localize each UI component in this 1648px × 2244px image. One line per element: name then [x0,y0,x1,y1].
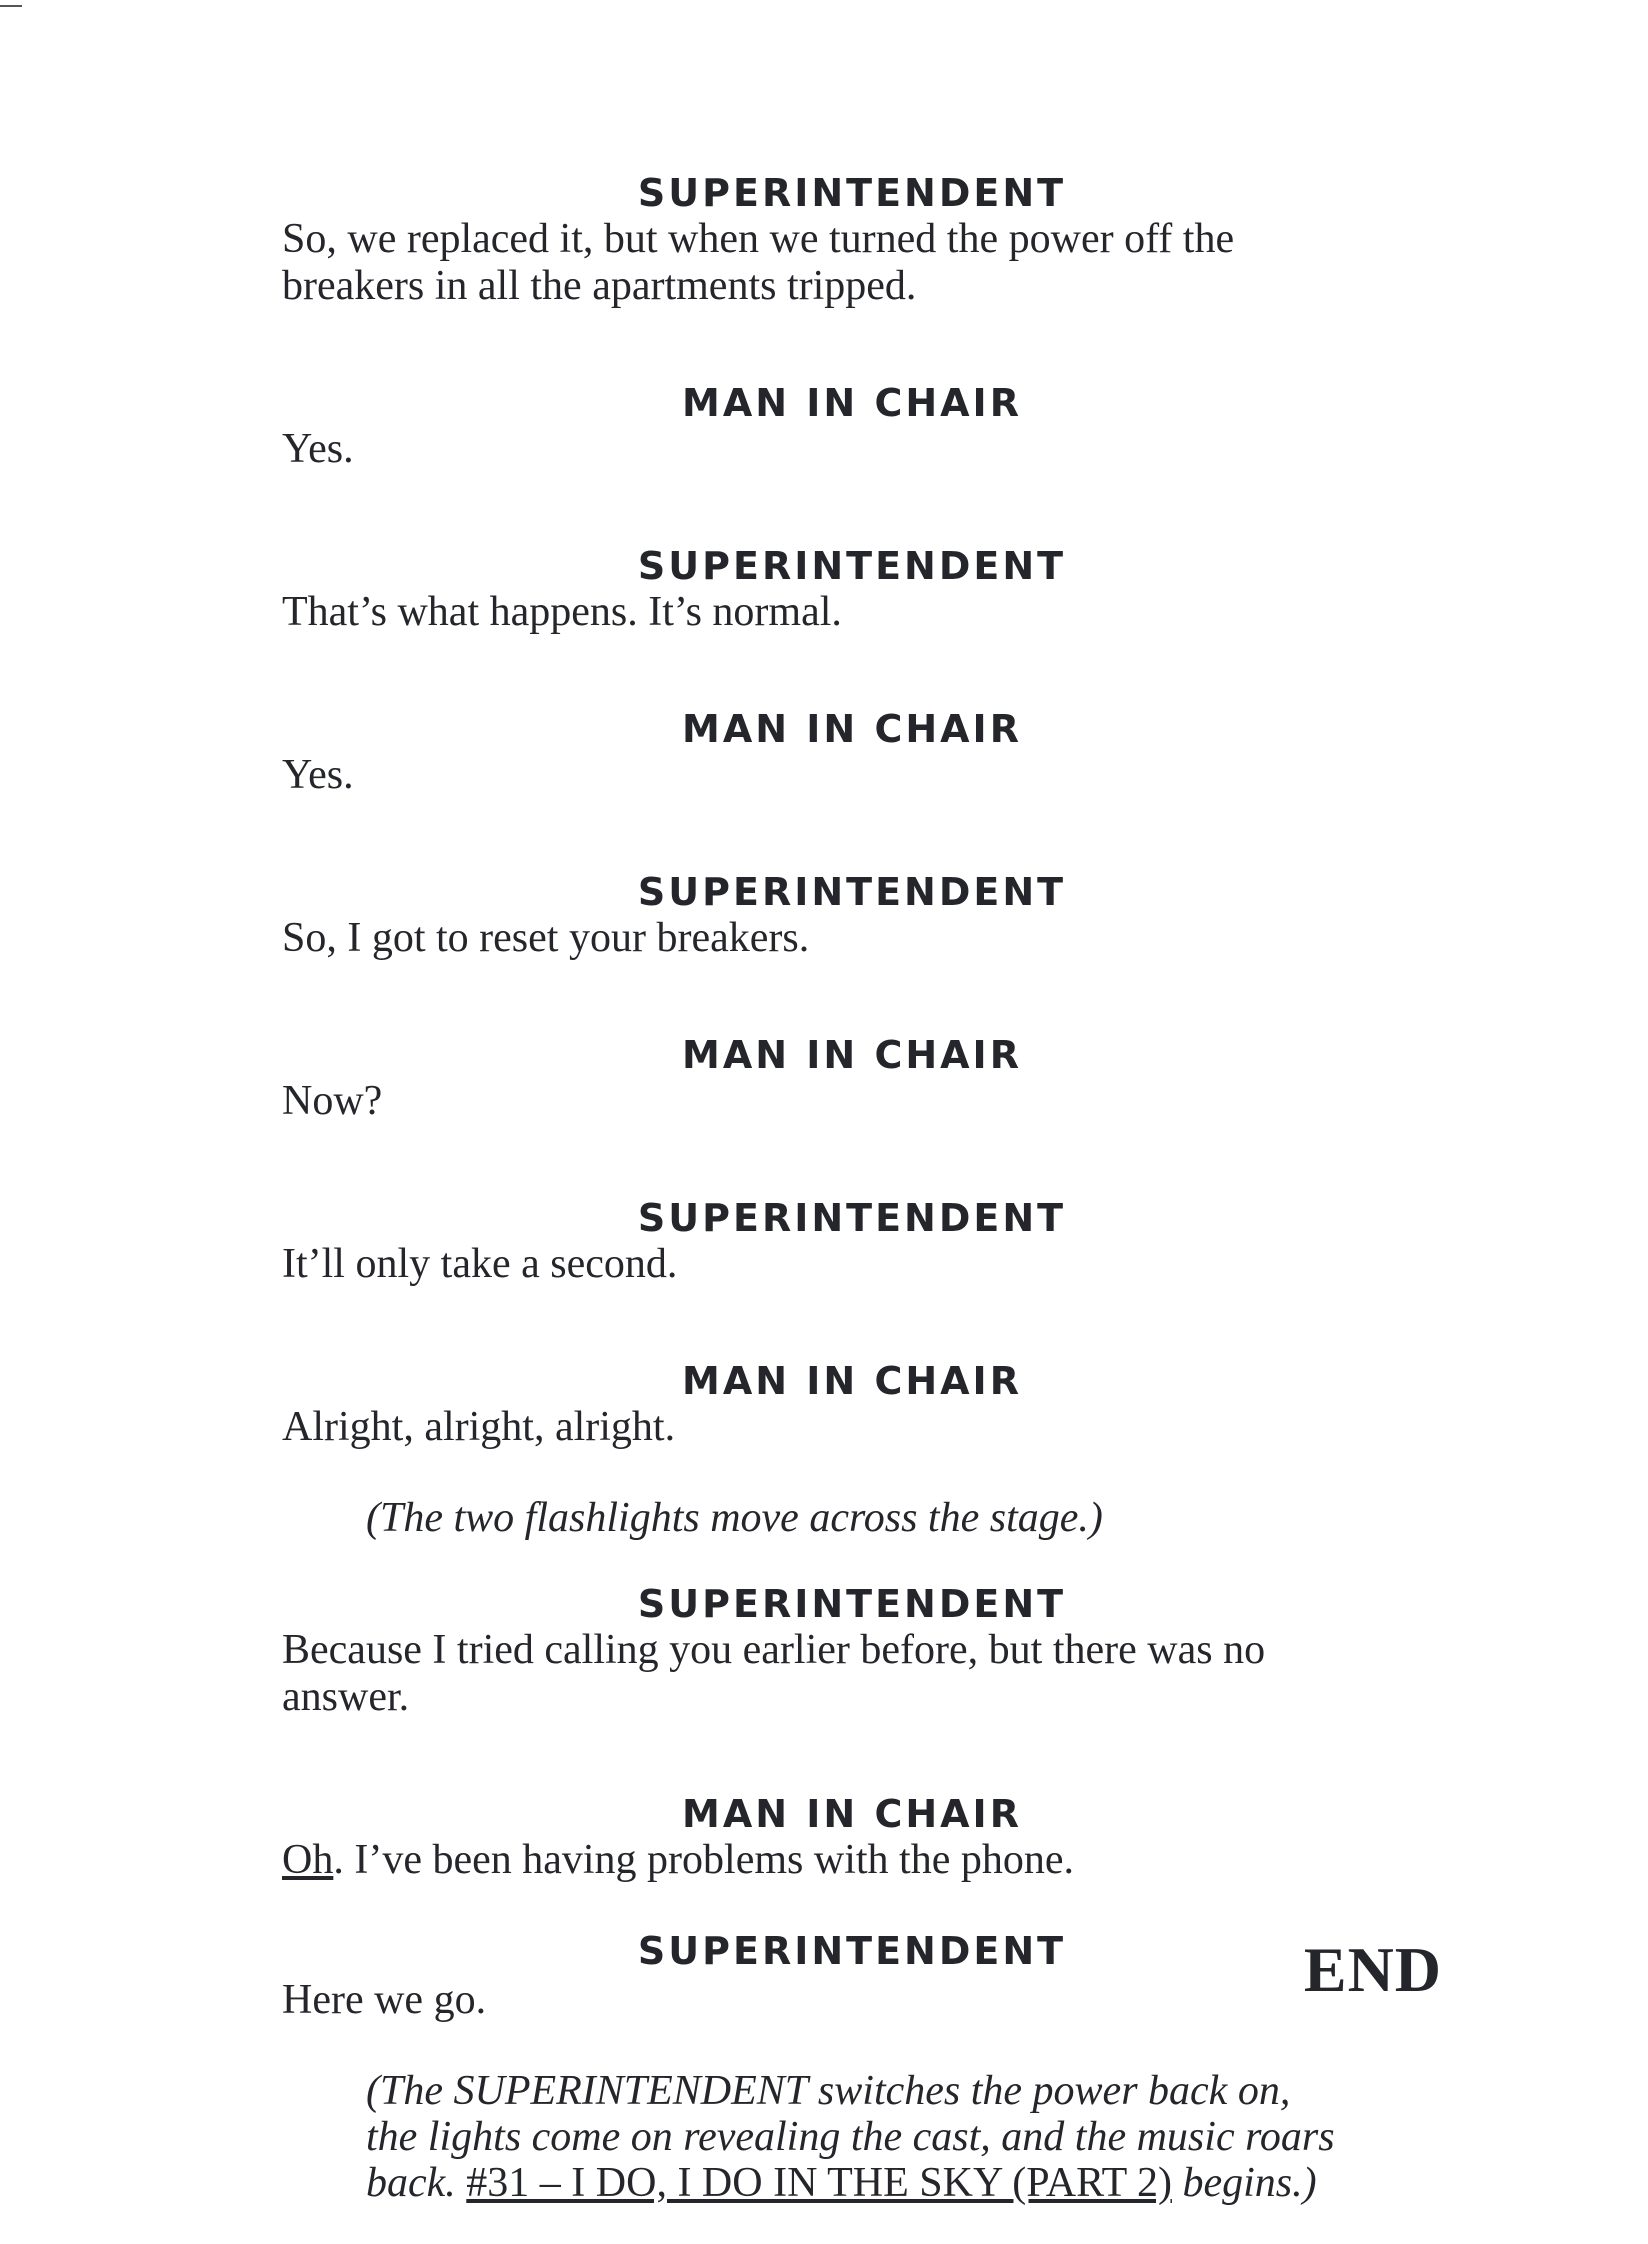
dialogue-line: Yes. [282,752,354,798]
character-name: SUPERINTENDENT [637,1196,1067,1240]
dialogue-line: Now? [282,1078,383,1124]
character-name: MAN IN CHAIR [682,1359,1022,1403]
dialogue-block [282,170,1402,310]
script-page [282,170,1442,2206]
character-name: SUPERINTENDENT [637,1929,1067,1973]
dialogue-line: It’ll only take a second. [282,1241,678,1287]
dialogue-line: Alright, alright, alright. [282,1404,676,1450]
stage-direction [282,2068,1402,2206]
dialogue-block [282,1358,1402,1451]
underlined-word: Oh [282,1837,334,1883]
stage-direction-line [366,2160,1402,2206]
stage-direction-text: begins.) [1171,2160,1317,2206]
corner-crop-mark [0,5,22,7]
character-name: MAN IN CHAIR [682,381,1022,425]
dialogue-block [282,1791,1402,1884]
dialogue-block [282,380,1402,473]
dialogue-block [282,1581,1402,1721]
dialogue-line: So, we replaced it, but when we turned the power off the [282,216,1235,262]
dialogue-block [282,1928,1442,2024]
stage-direction-line: (The SUPERINTENDENT switches the power back on, [366,2068,1291,2114]
dialogue-line: So, I got to reset your breakers. [282,915,810,961]
character-name: SUPERINTENDENT [637,544,1067,588]
dialogue-line: Here we go. [282,1977,487,2023]
character-name: SUPERINTENDENT [637,1582,1067,1626]
character-name: SUPERINTENDENT [637,870,1067,914]
dialogue-block [282,1195,1402,1288]
dialogue-block [282,543,1402,636]
dialogue-line: That’s what happens. It’s normal. [282,589,842,635]
dialogue-line [282,1837,1402,1884]
stage-direction-text: back. [366,2160,467,2206]
dialogue-block [282,1032,1402,1125]
character-name: MAN IN CHAIR [682,1033,1022,1077]
character-name: MAN IN CHAIR [682,1792,1022,1836]
dialogue-line: Yes. [282,426,354,472]
end-label: END [1303,1934,1442,2005]
stage-direction-line: the lights come on revealing the cast, and the music roars [366,2114,1335,2160]
dialogue-line: Because I tried calling you earlier before, but there was no [282,1627,1266,1673]
dialogue-block [282,706,1402,799]
dialogue-line: breakers in all the apartments tripped. [282,263,917,309]
character-name: MAN IN CHAIR [682,707,1022,751]
song-title: #31 – I DO, I DO IN THE SKY (PART 2) [466,2160,1172,2206]
dialogue-text: . I’ve been having problems with the phone. [333,1837,1074,1883]
stage-direction: (The two flashlights move across the stage.) [366,1495,1103,1541]
dialogue-block [282,869,1402,962]
dialogue-line: answer. [282,1674,410,1720]
character-name: SUPERINTENDENT [637,171,1067,215]
